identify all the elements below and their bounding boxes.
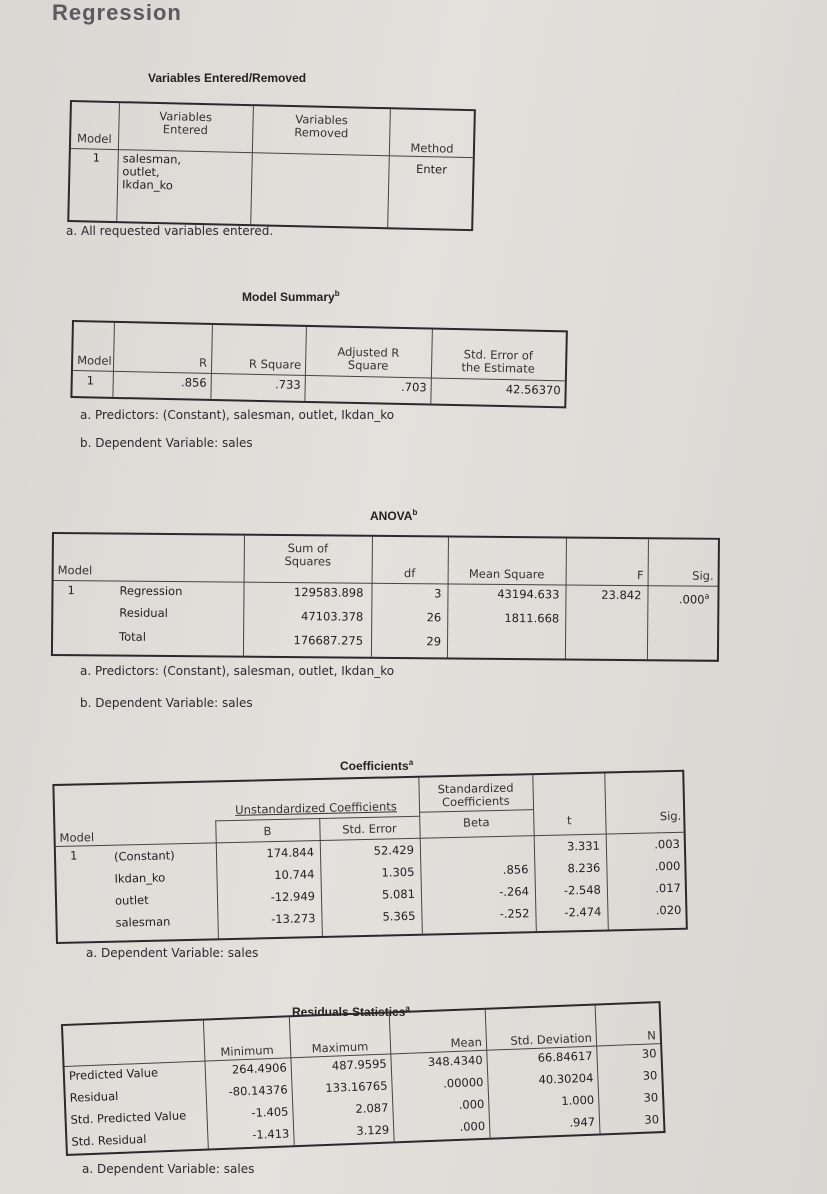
residuals-statistics-table [61,1001,666,1156]
cell-model: 1 [69,848,78,863]
anova-cell-df: 3 [434,586,442,601]
cell-model: 1 [67,583,75,598]
res-row-label: Std. Residual [71,1131,147,1149]
coefficients-table [52,770,687,944]
model-summary-note-a: a. Predictors: (Constant), salesman, outlet, Ikdan_ko [80,408,395,422]
col-removed-2: Removed [294,125,349,141]
coef-cell-sig: .020 [655,902,682,918]
cell-model: 1 [86,373,95,388]
var-table-caption: Variables Entered/Removed [148,71,307,85]
col-model: Model [59,830,95,845]
col-se-1: Std. Error of [463,347,534,363]
col-ss-2: Squares [284,554,332,569]
cell-model: 1 [92,150,101,165]
coef-row-label: salesman [115,914,171,930]
res-cell-sd: 1.000 [561,1092,595,1108]
res-cell-mean: .000 [458,1096,485,1112]
res-cell-max: 133.16765 [325,1078,388,1095]
cell-entered-1: salesman, [122,151,182,167]
coef-cell-sig: .017 [655,880,682,896]
col-n: N [646,1028,657,1043]
coef-cell-b: 10.744 [274,867,315,883]
anova-cell-ms: 43194.633 [497,586,560,602]
res-cell-mean: 348.4340 [427,1052,483,1070]
res-cell-mean: .000 [459,1118,486,1134]
anova-cell-df: 29 [426,634,442,649]
col-sig: Sig. [659,808,682,824]
coef-cell-b: 174.844 [266,845,315,861]
coef-row-label: (Constant) [113,848,175,864]
res-cell-n: 30 [644,1112,660,1127]
anova-table [51,532,720,662]
col-std-2: Coefficients [441,793,510,810]
col-df: df [403,566,416,581]
cell-method: Enter [415,161,448,177]
page-title: Regression [52,0,182,25]
coef-cell-t: 8.236 [567,860,601,876]
coef-cell-beta: -.264 [499,884,530,899]
coef-cell-beta: .856 [502,862,529,877]
coefficients-caption: Coefficients$^a$ [340,758,414,773]
anova-cell-ms: 1811.668 [504,610,560,626]
res-cell-sd: 66.84617 [537,1048,593,1065]
coef-cell-sig: .000 [654,858,681,874]
coef-row-label: outlet [114,892,149,908]
coef-cell-t: 3.331 [566,838,601,854]
coef-cell-se: 52.429 [373,842,415,858]
residuals-caption: Residuals Statistics$^a$ [292,1004,410,1019]
cell-r-square: .733 [274,377,301,392]
coef-cell-t: -2.474 [564,904,602,920]
anova-note-a: a. Predictors: (Constant), salesman, outlet, Ikdan_ko [80,664,395,678]
res-cell-min: -1.405 [251,1104,289,1120]
coef-cell-t: -2.548 [563,882,602,898]
col-mean: Mean [450,1034,483,1051]
col-adj-1: Adjusted R [337,344,400,360]
coef-cell-sig: .003 [654,836,681,852]
anova-cell-ss: 129583.898 [293,585,364,600]
col-model: Model [76,131,112,146]
col-b: B [263,824,272,839]
anova-cell-ss: 47103.378 [301,609,364,624]
res-row-label: Std. Predicted Value [70,1108,187,1127]
col-ss-1: Sum of [287,541,329,556]
coef-cell-b: -13.273 [270,911,316,927]
col-std-1: Standardized [437,780,514,797]
res-cell-sd: 40.30204 [538,1070,594,1087]
res-row-label: Residual [69,1088,119,1105]
col-t: t [566,813,572,828]
cell-entered-2: outlet, [122,164,160,180]
cell-r: .856 [180,375,207,390]
res-row-label: Predicted Value [68,1065,159,1083]
col-r-square: R Square [248,356,302,372]
anova-row-label: Total [119,629,147,644]
col-unstd: Unstandardized Coefficients [235,799,397,817]
col-model: Model [77,353,112,368]
anova-row-label: Residual [119,605,168,621]
col-entered-2: Entered [162,122,209,138]
anova-cell-f: 23.842 [601,587,642,603]
variables-entered-table [67,100,476,231]
residuals-note: a. Dependent Variable: sales [82,1162,255,1176]
anova-cell-ss: 176687.275 [293,633,364,648]
anova-row-label: Regression [119,583,183,599]
res-cell-max: 487.9595 [331,1056,387,1073]
coef-cell-se: 5.081 [381,886,416,902]
col-model: Model [57,563,93,578]
coefficients-note: a. Dependent Variable: sales [86,946,259,960]
col-entered-1: Variables [159,109,213,125]
coef-row-label: Ikdan_ko [114,870,166,886]
res-cell-min: -80.14376 [228,1082,288,1099]
model-summary-caption: Model Summary$^b$ [242,289,340,304]
cell-entered-3: Ikdan_ko [121,177,173,193]
col-sig: Sig. [692,568,714,583]
res-cell-mean: .00000 [442,1074,484,1091]
model-summary-note-b: b. Dependent Variable: sales [80,436,253,450]
res-cell-n: 30 [642,1068,658,1083]
anova-cell-df: 26 [426,610,442,625]
col-method: Method [410,140,454,156]
res-cell-max: 3.129 [356,1122,390,1138]
col-r: R [198,355,208,370]
res-cell-n: 30 [641,1046,657,1061]
anova-note-b: b. Dependent Variable: sales [80,696,253,710]
col-std-deviation: Std. Deviation [510,1030,593,1048]
col-adj-2: Square [347,357,389,373]
coef-cell-se: 5.365 [382,908,416,924]
cell-adj-r-square: .703 [400,379,427,395]
col-minimum: Minimum [220,1042,274,1059]
col-f: F [636,568,644,583]
coef-cell-se: 1.305 [381,864,415,880]
res-cell-sd: .947 [569,1114,596,1130]
anova-cell-sig: .000$^a$ [678,591,710,607]
col-maximum: Maximum [311,1039,369,1056]
model-summary-table [70,320,568,408]
anova-caption: ANOVA$^b$ [370,508,418,523]
col-std-error: Std. Error [342,821,397,837]
var-table-note: a. All requested variables entered. [66,224,274,238]
col-mean-square: Mean Square [468,566,545,582]
res-cell-max: 2.087 [355,1100,389,1116]
col-removed-1: Variables [295,112,349,128]
res-cell-min: -1.413 [251,1126,290,1142]
res-cell-n: 30 [643,1090,659,1105]
coef-cell-beta: -.252 [499,906,530,921]
col-beta: Beta [462,815,490,830]
res-cell-min: 264.4906 [231,1060,288,1077]
col-se-2: the Estimate [461,360,535,376]
coef-cell-b: -12.949 [270,889,316,905]
cell-std-error: 42.56370 [505,382,561,398]
